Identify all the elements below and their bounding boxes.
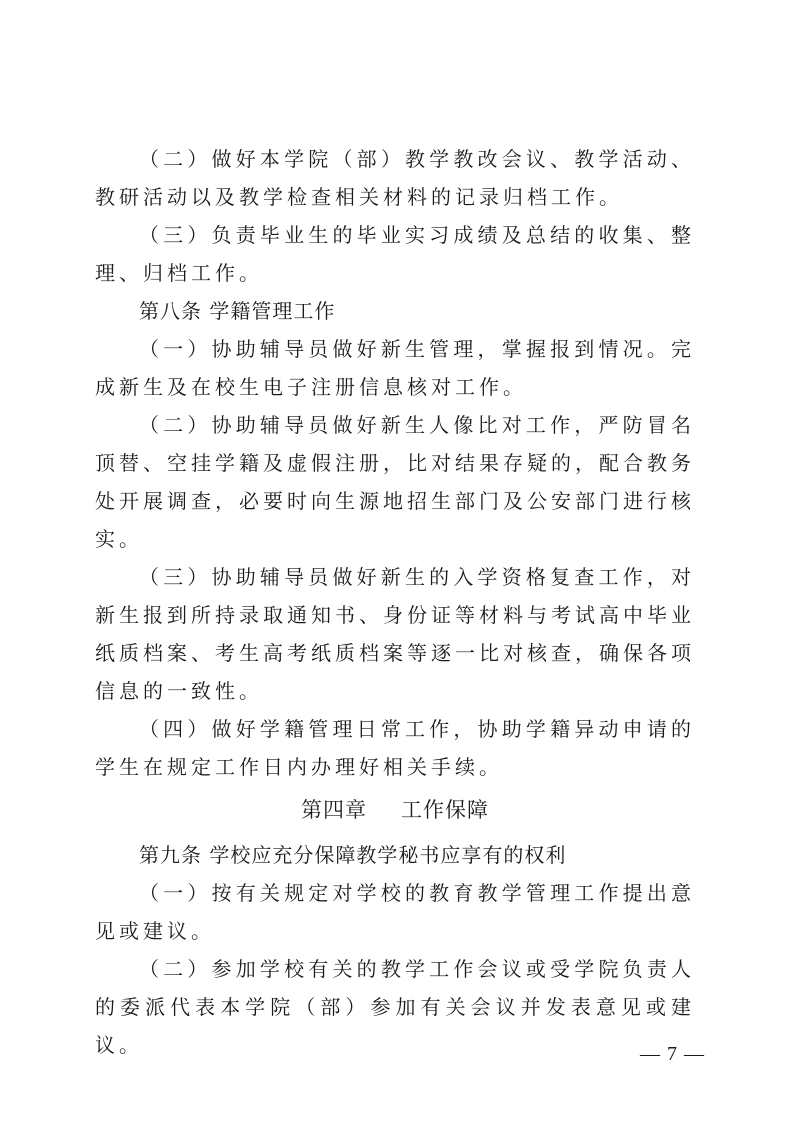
page-number: — 7 — [640,1043,705,1065]
article-8-item: （四）做好学籍管理日常工作，协助学籍异动申请的学生在规定工作日内办理好相关手续。 [95,717,695,779]
chapter-heading [95,790,695,830]
chapter-number: 第四章 [301,798,367,822]
article-9-item: （一）按有关规定对学校的教育教学管理工作提出意见或建议。 [95,881,695,943]
article-8-item: （一）协助辅导员做好新生管理，掌握报到情况。完成新生及在校生电子注册信息核对工作。 [95,337,695,399]
article-9-item: （二）参加学校有关的教学工作会议或受学院负责人的委派代表本学院（部）参加有关会议并发表意见或建议。 [95,957,695,1057]
article-8-title: 第八条 学籍管理工作 [139,299,336,323]
paragraph: （三）负责毕业生的毕业实习成绩及总结的收集、整理、归档工作。 [95,223,695,285]
document-body [95,140,695,1064]
article-8-item: （三）协助辅导员做好新生的入学资格复查工作，对新生报到所持录取通知书、身份证等材料与考试高中毕业纸质档案、考生高考纸质档案等逐一比对核查，确保各项信息的一致性。 [95,565,695,703]
article-8-item: （二）协助辅导员做好新生人像比对工作，严防冒名顶替、空挂学籍及虚假注册，比对结果存疑的，配合教务处开展调查，必要时向生源地招生部门及公安部门进行核实。 [95,413,695,551]
paragraph: （二）做好本学院（部）教学教改会议、教学活动、教研活动以及教学检查相关材料的记录归档工作。 [95,147,695,209]
article-9-title: 第九条 学校应充分保障教学秘书应享有的权利 [139,843,567,867]
chapter-title: 工作保障 [401,798,489,822]
